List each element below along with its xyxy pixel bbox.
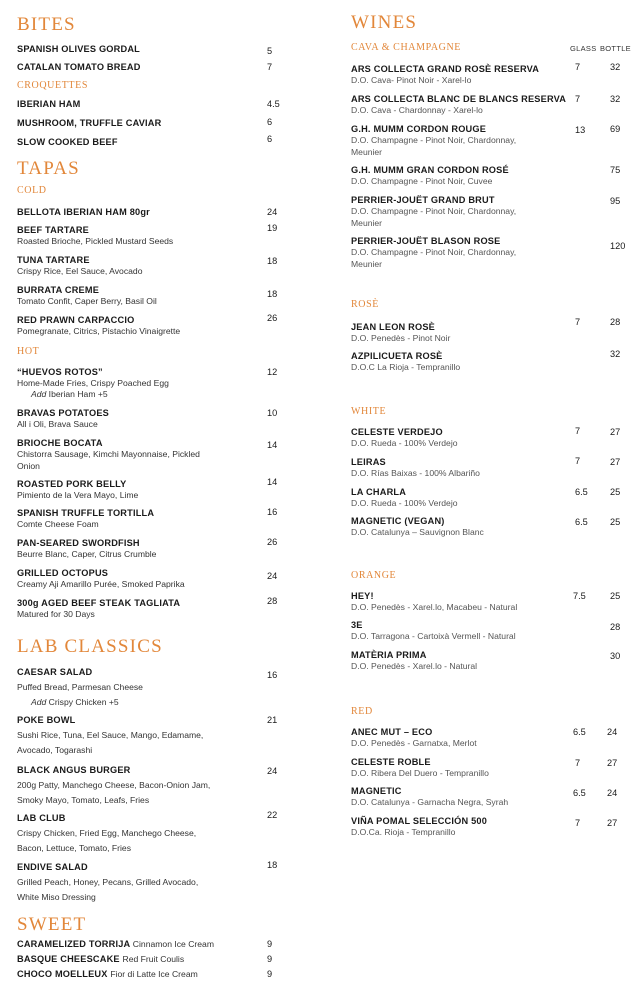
menu-item [17,207,307,217]
wines-heading: WINES [351,12,418,33]
bottle-price: 28 [610,317,621,327]
menu-item [17,62,307,72]
item-description: Roasted Brioche, Pickled Mustard Seeds [17,236,174,246]
wine-name: MATÈRIA PRIMA [351,650,427,660]
wine-item [351,650,633,672]
menu-item [17,225,307,247]
item-price: 5 [267,46,273,56]
item-name-text: CARAMELIZED TORRIJA [17,939,131,949]
menu-item [17,315,307,337]
item-description: Grilled Peach, Honey, Pecans, Grilled Avocado, White Miso Dressing [17,877,199,902]
wine-item [351,591,633,613]
menu-item [17,479,307,501]
item-price: 19 [267,223,278,233]
wine-item [351,64,633,86]
wine-name: PERRIER-JOUËT BLASON ROSE [351,236,501,246]
bottle-price: 27 [610,457,621,467]
tapas-heading: TAPAS [17,158,80,179]
wine-name: JEAN LEON ROSÈ [351,322,435,332]
item-name: RED PRAWN CARPACCIO [17,315,135,325]
wine-description: D.O. Tarragona - Cartoixà Vermell - Natural [351,631,516,641]
menu-item [17,810,307,856]
menu-item [17,44,307,54]
item-name: PAN-SEARED SWORDFISH [17,538,140,548]
glass-price: 6.5 [573,727,586,737]
wine-description: D.O. Catalunya – Sauvignon Blanc [351,527,484,537]
wine-item [351,94,633,116]
wine-description: D.O. Penedès - Xarel.lo - Natural [351,661,478,671]
wine-item [351,727,633,749]
bottle-price: 27 [607,818,618,828]
bottle-price: 32 [610,94,621,104]
extra-text: Iberian Ham +5 [46,389,108,399]
item-price: 24 [267,766,278,776]
item-name: POKE BOWL [17,715,76,725]
menu-item [17,408,307,430]
item-name: BEEF TARTARE [17,225,89,235]
wine-name: HEY! [351,591,374,601]
wine-description: D.O. Champagne - Pinot Noir, Chardonnay, Meunier [351,206,517,228]
wine-item [351,516,633,538]
menu-item [17,285,307,307]
item-name: GRILLED OCTOPUS [17,568,109,578]
bottle-price: 27 [607,758,618,768]
item-price: 28 [267,596,278,606]
bottle-price: 25 [610,487,621,497]
item-description: Tomato Confit, Caper Berry, Basil Oil [17,296,157,306]
wine-name: ARS COLLECTA GRAND ROSÈ RESERVA [351,64,540,74]
glass-price: 7 [575,426,581,436]
item-price: 10 [267,408,278,418]
menu-item [17,538,307,560]
wine-item [351,427,633,449]
menu-item [17,367,307,399]
item-price: 26 [267,313,278,323]
item-extra [17,389,307,399]
item-price: 9 [267,939,273,949]
menu-item [17,954,307,964]
item-price: 26 [267,537,278,547]
item-price: 16 [267,507,278,517]
bottle-price: 120 [610,241,626,251]
wine-name: ANEC MUT – ECO [351,727,433,737]
glass-price: 7 [575,94,581,104]
item-name: 300g AGED BEEF STEAK TAGLIATA [17,598,181,608]
sweet-heading: SWEET [17,914,87,935]
glass-price: 7 [575,456,581,466]
item-price: 18 [267,860,278,870]
wine-description: D.O. Rías Baixas - 100% Albariño [351,468,480,478]
item-description: Fior di Latte Ice Cream [110,969,198,979]
menu-item [17,862,307,905]
menu-item [17,134,307,147]
bottle-price: 30 [610,651,621,661]
menu-item [17,99,307,109]
wine-name: CELESTE ROBLE [351,757,431,767]
bottle-price: 32 [610,349,621,359]
item-price: 4.5 [267,99,280,109]
wine-description: D.O. Cava- Pinot Noir - Xarel-lo [351,75,472,85]
wine-description: D.O.Ca. Rioja - Tempranillo [351,827,456,837]
item-price: 16 [267,670,278,680]
wine-name: VIÑA POMAL SELECCIÓN 500 [351,816,488,826]
menu-item [17,118,307,128]
bottle-price: 24 [607,788,618,798]
white-heading: WHITE [351,406,387,417]
item-description: Sushi Rice, Tuna, Eel Sauce, Mango, Edamame, Avocado, Togarashi [17,730,204,755]
item-price: 12 [267,367,278,377]
item-name: CATALAN TOMATO BREAD [17,62,141,72]
item-extra [17,695,307,710]
item-name: ROASTED PORK BELLY [17,479,127,489]
item-name: CAESAR SALAD [17,667,93,677]
item-name: TUNA TARTARE [17,255,90,265]
item-description: Pomegranate, Citrics, Pistachio Vinaigrette [17,326,181,336]
item-description: Home-Made Fries, Crispy Poached Egg [17,378,169,388]
croquettes-heading: CROQUETTES [17,80,88,91]
item-name: BRAVAS POTATOES [17,408,109,418]
cava-champagne-heading: CAVA & CHAMPAGNE [351,42,462,53]
item-price: 14 [267,477,278,487]
wine-description: D.O. Penedès - Xarel.lo, Macabeu - Natural [351,602,518,612]
glass-price: 7 [575,758,581,768]
lab-classics-heading: LAB CLASSICS [17,636,163,657]
wine-name: ARS COLLECTA BLANC DE BLANCS RESERVA [351,94,567,104]
item-description: Pimiento de la Vera Mayo, Lime [17,490,139,500]
item-description: Cinnamon Ice Cream [132,939,214,949]
item-description: Comte Cheese Foam [17,519,99,529]
glass-price: 7 [575,62,581,72]
item-name [17,954,307,964]
item-description: Red Fruit Coulis [122,954,185,964]
glass-price: 7 [575,818,581,828]
wine-item [351,124,633,158]
item-description: Puffed Bread, Parmesan Cheese [17,682,143,692]
bottle-price: 95 [610,196,621,206]
add-label: Add [31,389,47,399]
menu-item [17,598,307,620]
item-price: 18 [267,256,278,266]
item-price: 22 [267,810,278,820]
item-name: SPANISH TRUFFLE TORTILLA [17,508,155,518]
item-name: ENDIVE SALAD [17,862,88,872]
wine-description: D.O.C La Rioja - Tempranillo [351,362,461,372]
wine-name: G.H. MUMM CORDON ROUGE [351,124,487,134]
bottle-price: 32 [610,62,621,72]
item-description: Beurre Blanc, Caper, Citrus Crumble [17,549,157,559]
item-price: 21 [267,715,278,725]
wine-description: D.O. Rueda - 100% Verdejo [351,498,458,508]
item-price: 14 [267,440,278,450]
extra-text: Crispy Chicken +5 [46,697,119,707]
cold-heading: COLD [17,185,47,196]
bottle-price: 25 [610,591,621,601]
wine-name: LA CHARLA [351,487,407,497]
item-description: Crispy Rice, Eel Sauce, Avocado [17,266,143,276]
wine-name: 3E [351,620,363,630]
wine-item [351,195,633,229]
item-name [17,969,307,979]
item-description: All i Oli, Brava Sauce [17,419,98,429]
wine-description: D.O. Penedès - Pinot Noir [351,333,451,343]
wine-name: AZPILICUETA ROSÈ [351,351,443,361]
wine-item [351,816,633,838]
glass-column-label: GLASS [570,44,597,53]
item-price: 6 [267,134,273,144]
wine-name: G.H. MUMM GRAN CORDON ROSÉ [351,165,509,175]
wine-name: PERRIER-JOUËT GRAND BRUT [351,195,495,205]
item-name [17,939,307,949]
wine-description: D.O. Ribera Del Duero - Tempranillo [351,768,489,778]
item-price: 24 [267,207,278,217]
bottle-price: 25 [610,517,621,527]
wine-description: D.O. Cava - Chardonnay - Xarel-lo [351,105,483,115]
item-price: 7 [267,62,273,72]
add-label: Add [31,697,47,707]
item-name: SPANISH OLIVES GORDAL [17,44,140,54]
bottle-price: 69 [610,124,621,134]
wine-item [351,165,633,187]
glass-price: 6.5 [573,788,586,798]
item-name: LAB CLUB [17,813,66,823]
wine-item [351,236,633,270]
wine-item [351,487,633,509]
wine-description: D.O. Catalunya - Garnacha Negra, Syrah [351,797,509,807]
glass-price: 6.5 [575,487,588,497]
wine-item [351,351,633,373]
item-description: Chistorra Sausage, Kimchi Mayonnaise, Pickled Onion [17,449,200,471]
wine-item [351,757,633,779]
item-price: 24 [267,571,278,581]
item-name: MUSHROOM, TRUFFLE CAVIAR [17,118,162,128]
menu-item [17,939,307,949]
item-name: IBERIAN HAM [17,99,81,109]
item-description: Creamy Aji Amarillo Purée, Smoked Paprika [17,579,185,589]
wine-name: LEIRAS [351,457,386,467]
menu-item [17,765,307,808]
bottle-price: 27 [610,427,621,437]
wine-item [351,457,633,479]
wine-name: CELESTE VERDEJO [351,427,443,437]
wine-description: D.O. Rueda - 100% Verdejo [351,438,458,448]
glass-price: 7.5 [573,591,586,601]
wine-item [351,620,633,642]
wine-item [351,786,633,808]
bites-heading: BITES [17,14,76,35]
item-name-text: CHOCO MOELLEUX [17,969,108,979]
glass-price: 13 [575,125,586,135]
item-price: 9 [267,954,273,964]
wine-description: D.O. Champagne - Pinot Noir, Cuvee [351,176,493,186]
menu-item [17,969,307,979]
wine-description: D.O. Champagne - Pinot Noir, Chardonnay, Meunier [351,135,517,157]
glass-price: 7 [575,317,581,327]
menu-item [17,715,307,758]
red-heading: RED [351,706,373,717]
menu-item [17,667,307,710]
item-name: BURRATA CREME [17,285,100,295]
bottle-price: 75 [610,165,621,175]
bottle-price: 24 [607,727,618,737]
item-price: 9 [267,969,273,979]
item-name: BLACK ANGUS BURGER [17,765,131,775]
orange-heading: ORANGE [351,570,397,581]
item-name: “HUEVOS ROTOS” [17,367,103,377]
wine-name: MAGNETIC (VEGAN) [351,516,445,526]
item-description: Matured for 30 Days [17,609,95,619]
menu-item [17,438,307,472]
item-price: 6 [267,117,273,127]
wine-item [351,317,633,344]
wine-description: D.O. Champagne - Pinot Noir, Chardonnay, Meunier [351,247,517,269]
item-description: Crispy Chicken, Fried Egg, Manchego Cheese, Bacon, Lettuce, Tomato, Fries [17,828,197,853]
glass-price: 6.5 [575,517,588,527]
item-name: SLOW COOKED BEEF [17,137,118,147]
menu-item [17,255,307,277]
hot-heading: HOT [17,346,40,357]
rose-heading: ROSÈ [351,299,379,310]
menu-item [17,508,307,530]
item-description: 200g Patty, Manchego Cheese, Bacon-Onion Jam, Smoky Mayo, Tomato, Leafs, Fries [17,780,211,805]
bottle-column-label: BOTTLE [600,44,631,53]
item-name-text: BASQUE CHEESCAKE [17,954,120,964]
item-name: BRIOCHE BOCATA [17,438,103,448]
wine-description: D.O. Penedès - Garnatxa, Merlot [351,738,477,748]
bottle-price: 28 [610,622,621,632]
menu-item [17,568,307,590]
item-name: BELLOTA IBERIAN HAM 80gr [17,207,150,217]
wine-name: MAGNETIC [351,786,402,796]
item-price: 18 [267,289,278,299]
